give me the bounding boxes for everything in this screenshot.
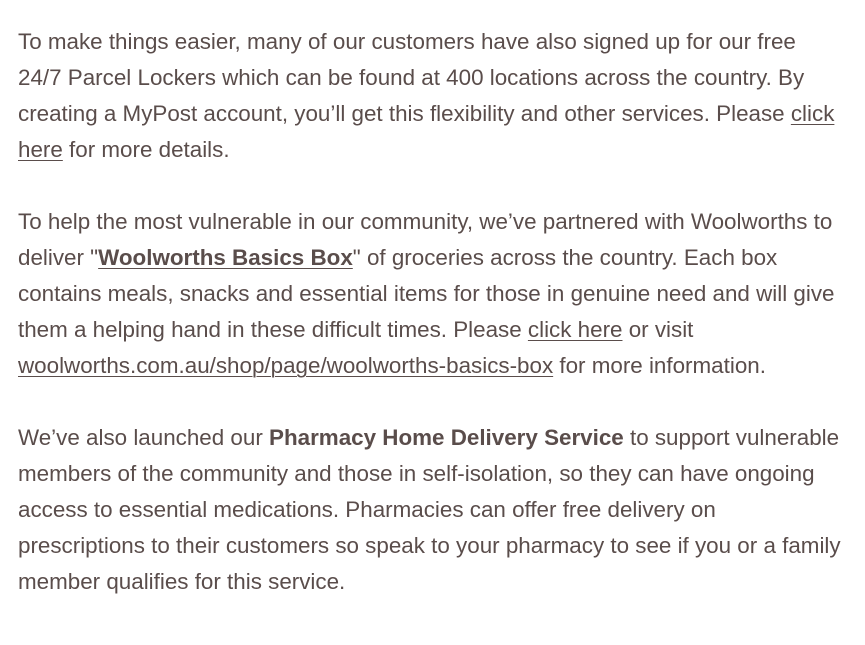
- pharmacy-text: We’ve also launched our: [18, 425, 270, 450]
- basics-box-text-end: for more information.: [553, 353, 766, 378]
- woolworths-basics-box-link[interactable]: [98, 245, 353, 270]
- pharmacy-service-name: Pharmacy Home Delivery Service: [269, 425, 624, 450]
- woolworths-url-link[interactable]: woolworths.com.au/shop/page/woolworths-basics-box: [18, 353, 554, 378]
- basics-box-text: To help the most vulnerable in our community, we’ve partnered with Woolworths to deliver ": [18, 209, 833, 270]
- basics-box-click-here-link[interactable]: click here: [527, 317, 623, 342]
- parcel-lockers-paragraph: [18, 24, 845, 168]
- basics-box-text-mid: " of groceries across the country. Each box contains meals, snacks and essential items for those in genuine need and will give them a helping hand in these difficult times. Please: [18, 245, 835, 342]
- mypost-details-link[interactable]: click here: [18, 101, 835, 162]
- parcel-lockers-text: To make things easier, many of our customers have also signed up for our free 24/7 Parcel Lockers which can be found at 400 locations across the country. By creating a MyPost account, you’ll get this flexibility and other services. Please: [18, 29, 805, 126]
- pharmacy-text-end: to support vulnerable members of the community and those in self-isolation, so they can have ongoing access to essential medications. Pharmacies can offer free delivery on prescriptions to their customers so speak to your pharmacy to see if you or a family member qualifies for this service.: [18, 425, 841, 594]
- pharmacy-delivery-paragraph: [18, 420, 845, 600]
- woolworths-basics-box-label: Woolworths Basics Box: [98, 245, 353, 270]
- basics-box-paragraph: [18, 204, 845, 384]
- parcel-lockers-text-end: for more details.: [62, 137, 230, 162]
- basics-box-text-or-visit: or visit: [622, 317, 694, 342]
